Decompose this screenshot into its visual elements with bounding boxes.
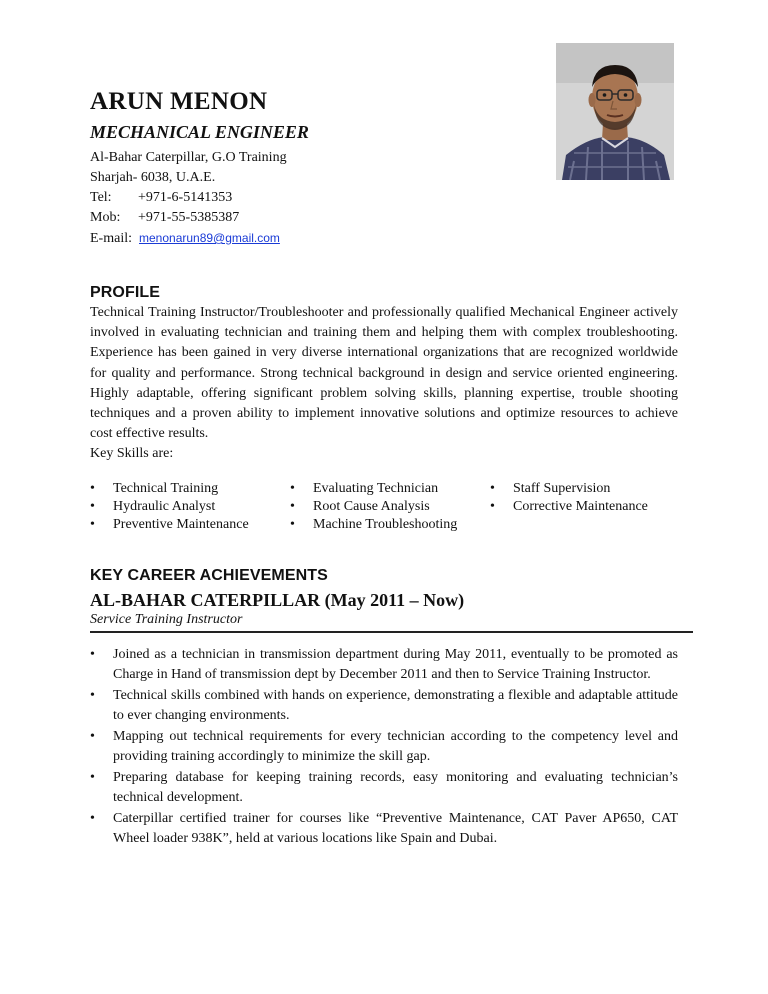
profile-photo [556,43,674,180]
email-link[interactable]: menonarun89@gmail.com [139,231,280,245]
skill-item: • Root Cause Analysis [290,498,490,516]
key-skills-list [90,480,690,534]
mobile-value: +971-55-5385387 [138,210,240,225]
company-heading: AL-BAHAR CATERPILLAR (May 2011 – Now) [90,590,465,610]
profile-paragraph: Technical Training Instructor/Troubleshooter and professionally qualified Mechanical Engineer actively involved in evaluating technician and training them and helping them with complex troubleshooting. Experience has been gained in very diverse international organizations that are recognized worldwide for quality and performance. Strong technical background in design and service oriented engineering. Highly adaptable, offering significant problem solving skills, planning expertise, trouble shooting techniques and a proven ability to implement innovative solutions and optimize resources to achieve cost effective results. [90,305,678,442]
profile-section [90,303,678,465]
achievements-list [90,645,678,850]
phone-row [90,188,287,208]
section-divider [90,631,693,633]
key-skills-label: Key Skills are: [90,446,174,462]
career-heading: KEY CAREER ACHIEVEMENTS [90,567,328,584]
mobile-label: Mob: [90,210,121,225]
skill-item: • Evaluating Technician [290,480,490,498]
job-title: Service Training Instructor [90,612,243,627]
candidate-name: ARUN MENON [90,88,268,115]
achievement-item: • Mapping out technical requirements for every technician according to the competency level and providing training accordingly to minimize the skill gap. [90,727,678,767]
skill-item: • Preventive Maintenance [90,516,290,534]
phone-value: +971-6-5141353 [138,190,233,205]
skill-item: • Machine Troubleshooting [290,516,490,534]
achievement-item: • Joined as a technician in transmission department during May 2011, eventually to be promoted as Charge in Hand of transmission dept by December 2011 and then to Service Training Instructor. [90,645,678,685]
skill-item: • Corrective Maintenance [490,498,690,516]
address-line-2: Sharjah- 6038, U.A.E. [90,170,216,185]
address-line-1: Al-Bahar Caterpillar, G.O Training [90,150,287,165]
email-row [90,228,287,249]
portrait-image [556,43,674,180]
contact-block [90,148,287,249]
candidate-title: MECHANICAL ENGINEER [90,122,309,142]
profile-heading: PROFILE [90,284,161,301]
skill-item: • Staff Supervision [490,480,690,498]
email-label: E-mail: [90,231,132,246]
skill-item: • Hydraulic Analyst [90,498,290,516]
phone-label: Tel: [90,190,112,205]
skill-item: • Technical Training [90,480,290,498]
achievement-item: • Preparing database for keeping training records, easy monitoring and evaluating technician’s technical development. [90,768,678,808]
achievement-item: • Caterpillar certified trainer for courses like “Preventive Maintenance, CAT Paver AP650, CAT Wheel loader 938K”, held at various locations like Spain and Dubai. [90,809,678,849]
mobile-row [90,208,287,228]
achievement-item: • Technical skills combined with hands on experience, demonstrating a flexible and adaptable attitude to ever changing environments. [90,686,678,726]
